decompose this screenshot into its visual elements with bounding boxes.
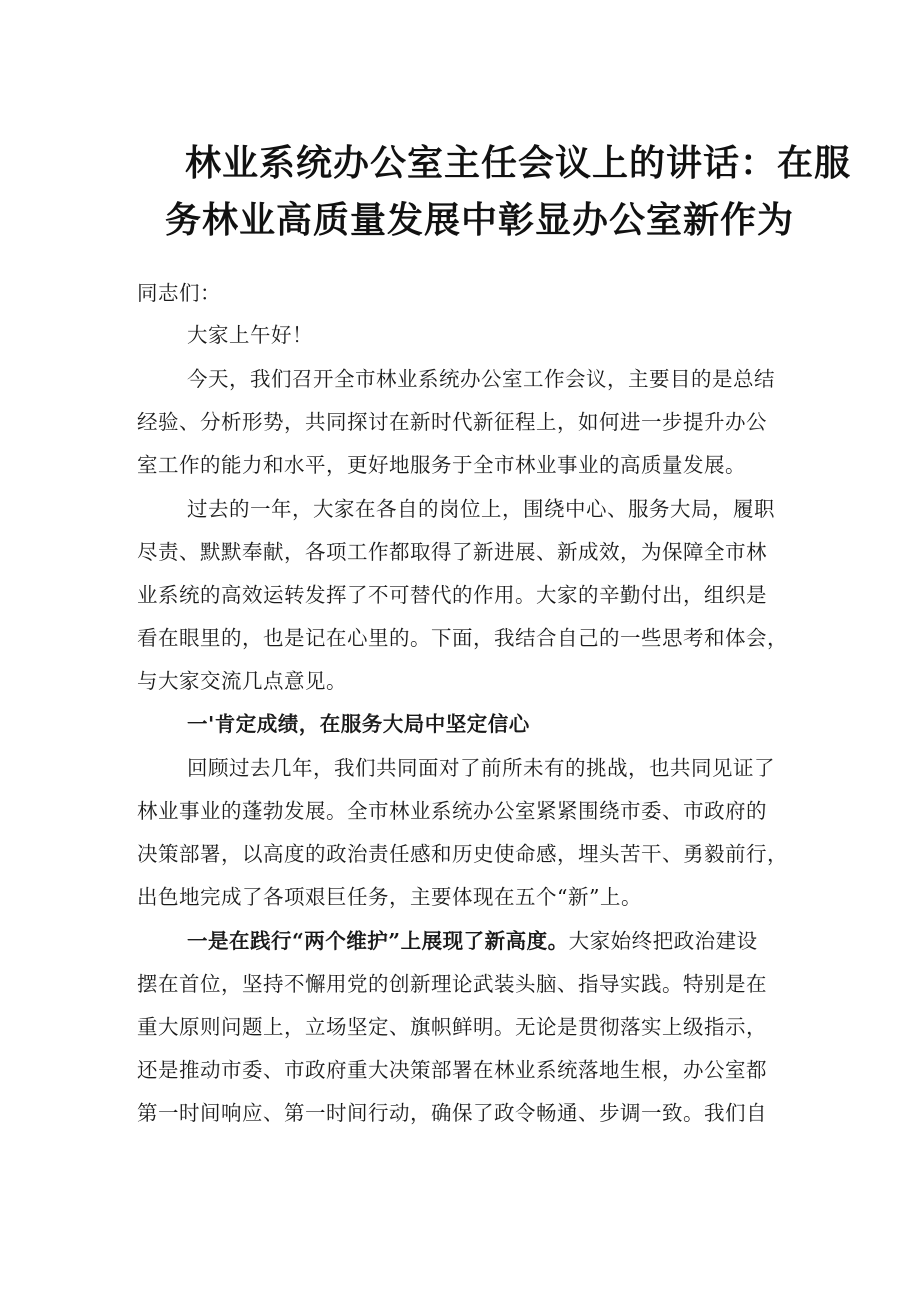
salutation: 同志们： xyxy=(137,281,221,305)
paragraph-3-line: 出色地完成了各项艰巨任务，主要体现在五个“新”上。 xyxy=(137,885,642,909)
section-1-heading: 一'肯定成绩，在服务大局中坚定信心 xyxy=(187,712,530,736)
paragraph-4-line: 还是推动市委、市政府重大决策部署在林业系统落地生根，办公室都 xyxy=(137,1058,767,1082)
paragraph-3-line: 林业事业的蓬勃发展。全市林业系统办公室紧紧围绕市委、市政府的 xyxy=(137,799,767,823)
paragraph-4-line-text: 大家始终把政治建设 xyxy=(568,929,758,953)
paragraph-2-line: 尽责、默默奉献，各项工作都取得了新进展、新成效，为保障全市林 xyxy=(137,540,767,564)
paragraph-4-first-line xyxy=(187,931,758,952)
paragraph-2-line: 过去的一年，大家在各自的岗位上，围绕中心、服务大局，履职 xyxy=(187,497,775,521)
paragraph-1-line: 经验、分析形势，共同探讨在新时代新征程上，如何进一步提升办公 xyxy=(137,410,767,434)
paragraph-3-line: 决策部署，以高度的政治责任感和历史使命感，埋头苦干、勇毅前行， xyxy=(137,842,788,866)
paragraph-4-line: 第一时间响应、第一时间行动，确保了政令畅通、步调一致。我们自 xyxy=(137,1101,767,1125)
paragraph-2-line: 业系统的高效运转发挥了不可替代的作用。大家的辛勤付出，组织是 xyxy=(137,583,767,607)
document-title-line-1: 林业系统办公室主任会议上的讲话：在服 xyxy=(185,143,852,184)
paragraph-4-lead: 一是在践行“两个维护”上展现了新高度。 xyxy=(187,929,569,953)
paragraph-4-line: 重大原则问题上，立场坚定、旗帜鲜明。无论是贯彻落实上级指示， xyxy=(137,1015,767,1039)
greeting: 大家上午好！ xyxy=(187,323,313,347)
paragraph-2-line: 看在眼里的，也是记在心里的。下面，我结合自己的一些思考和体会， xyxy=(137,626,788,650)
paragraph-4-line: 摆在首位，坚持不懈用党的创新理论武装头脑、指导实践。特别是在 xyxy=(137,972,767,996)
paragraph-3-line: 回顾过去几年，我们共同面对了前所未有的挑战，也共同见证了 xyxy=(187,756,775,780)
paragraph-1-line: 今天，我们召开全市林业系统办公室工作会议，主要目的是总结 xyxy=(187,367,775,391)
paragraph-2-line: 与大家交流几点意见。 xyxy=(137,669,347,693)
paragraph-1-line: 室工作的能力和水平，更好地服务于全市林业事业的高质量发展。 xyxy=(137,453,746,477)
document-title-line-2: 务林业高质量发展中彰显办公室新作为 xyxy=(165,200,795,241)
